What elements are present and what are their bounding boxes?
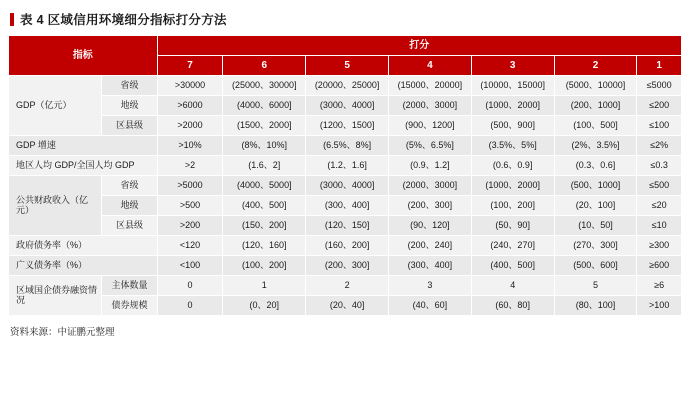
table-row (9, 236, 682, 256)
cell: (50、90] (471, 216, 554, 236)
cell: (160、200] (306, 236, 389, 256)
cell: (1000、2000] (471, 96, 554, 116)
table-row (9, 96, 682, 116)
sub-label-province: 省级 (102, 176, 157, 196)
table-row (9, 76, 682, 96)
cell: (500、1000] (554, 176, 637, 196)
cell: >2 (157, 156, 223, 176)
cell: >5000 (157, 176, 223, 196)
header-score-3: 3 (471, 56, 554, 76)
cell: (80、100] (554, 296, 637, 316)
cell: (0.6、0.9] (471, 156, 554, 176)
row-label-gdp-per-capita-ratio: 地区人均 GDP/全国人均 GDP (9, 156, 158, 176)
cell: 2 (306, 276, 389, 296)
cell: (120、160] (223, 236, 306, 256)
cell: ≥300 (637, 236, 682, 256)
cell: ≤200 (637, 96, 682, 116)
cell: (25000、30000] (223, 76, 306, 96)
table-row (9, 156, 682, 176)
cell: 1 (223, 276, 306, 296)
cell: (400、500] (471, 256, 554, 276)
table-row (9, 296, 682, 316)
cell: >6000 (157, 96, 223, 116)
cell: (20、100] (554, 196, 637, 216)
cell: (400、500] (223, 196, 306, 216)
cell: <120 (157, 236, 223, 256)
cell: (2%、3.5%] (554, 136, 637, 156)
title-text: 表 4 区域信用环境细分指标打分方法 (20, 13, 227, 27)
cell: (3.5%、5%] (471, 136, 554, 156)
title-accent-bar (10, 13, 14, 26)
cell: (3000、4000] (306, 176, 389, 196)
cell: (1.2、1.6] (306, 156, 389, 176)
cell: (20000、25000] (306, 76, 389, 96)
cell: (90、120] (389, 216, 472, 236)
cell: (1.6、2] (223, 156, 306, 176)
row-label-government-debt-ratio: 政府债务率（%） (9, 236, 158, 256)
scoring-table (8, 35, 682, 316)
sub-label-province: 省级 (102, 76, 157, 96)
cell: (300、400] (306, 196, 389, 216)
cell: (10、50] (554, 216, 637, 236)
cell: (5000、10000] (554, 76, 637, 96)
cell: >30000 (157, 76, 223, 96)
cell: >500 (157, 196, 223, 216)
table-row (9, 196, 682, 216)
cell: (40、60] (389, 296, 472, 316)
cell: 0 (157, 296, 223, 316)
row-label-soe-bond-financing: 区域国企债券融资情况 (9, 276, 102, 316)
cell: (4000、6000] (223, 96, 306, 116)
cell: (8%、10%] (223, 136, 306, 156)
cell: (200、1000] (554, 96, 637, 116)
row-label-gdp-growth: GDP 增速 (9, 136, 158, 156)
cell: 4 (471, 276, 554, 296)
cell: ≤20 (637, 196, 682, 216)
cell: (200、240] (389, 236, 472, 256)
cell: 0 (157, 276, 223, 296)
table-title (10, 10, 682, 28)
cell: ≥6 (637, 276, 682, 296)
cell: (100、200] (471, 196, 554, 216)
cell: ≤5000 (637, 76, 682, 96)
cell: (0.3、0.6] (554, 156, 637, 176)
cell: (5%、6.5%] (389, 136, 472, 156)
cell: (6.5%、8%] (306, 136, 389, 156)
cell: (15000、20000] (389, 76, 472, 96)
cell: (0.9、1.2] (389, 156, 472, 176)
table-header-row-1 (9, 36, 682, 56)
cell: (200、300] (306, 256, 389, 276)
cell: <100 (157, 256, 223, 276)
row-label-public-finance-income: 公共财政收入（亿元） (9, 176, 102, 236)
cell: (120、150] (306, 216, 389, 236)
cell: >200 (157, 216, 223, 236)
table-header (9, 36, 682, 76)
cell: 3 (389, 276, 472, 296)
cell: (2000、3000] (389, 96, 472, 116)
cell: (10000、15000] (471, 76, 554, 96)
header-score-4: 4 (389, 56, 472, 76)
table-row (9, 276, 682, 296)
table-row (9, 176, 682, 196)
cell: (100、500] (554, 116, 637, 136)
sub-label-county: 区县级 (102, 216, 157, 236)
header-score-7: 7 (157, 56, 223, 76)
cell: (240、270] (471, 236, 554, 256)
cell: (270、300] (554, 236, 637, 256)
cell: (60、80] (471, 296, 554, 316)
cell: (1200、1500] (306, 116, 389, 136)
cell: ≤10 (637, 216, 682, 236)
cell: (200、300] (389, 196, 472, 216)
table-row (9, 136, 682, 156)
table-row (9, 216, 682, 236)
header-score-1: 1 (637, 56, 682, 76)
cell: 5 (554, 276, 637, 296)
cell: (500、600] (554, 256, 637, 276)
source-note: 资料来源：中证鹏元整理 (10, 327, 115, 338)
cell: (4000、5000] (223, 176, 306, 196)
cell: >100 (637, 296, 682, 316)
row-label-broad-debt-ratio: 广义债务率（%） (9, 256, 158, 276)
cell: (1500、2000] (223, 116, 306, 136)
header-score-2: 2 (554, 56, 637, 76)
header-score-6: 6 (223, 56, 306, 76)
sub-label-bond-scale: 债券规模 (102, 296, 157, 316)
sub-label-prefecture: 地级 (102, 196, 157, 216)
cell: ≤0.3 (637, 156, 682, 176)
cell: ≥600 (637, 256, 682, 276)
cell: ≤2% (637, 136, 682, 156)
cell: >2000 (157, 116, 223, 136)
cell: >10% (157, 136, 223, 156)
table-row (9, 116, 682, 136)
cell: (900、1200] (389, 116, 472, 136)
table-body (9, 76, 682, 316)
cell: (3000、4000] (306, 96, 389, 116)
cell: (1000、2000] (471, 176, 554, 196)
header-score: 打分 (157, 36, 681, 56)
row-label-gdp: GDP（亿元） (9, 76, 102, 136)
cell: (500、900] (471, 116, 554, 136)
sub-label-county: 区县级 (102, 116, 157, 136)
cell: (2000、3000] (389, 176, 472, 196)
sub-label-prefecture: 地级 (102, 96, 157, 116)
cell: (0、20] (223, 296, 306, 316)
header-score-5: 5 (306, 56, 389, 76)
cell: (20、40] (306, 296, 389, 316)
cell: (300、400] (389, 256, 472, 276)
cell: (150、200] (223, 216, 306, 236)
header-index: 指标 (9, 36, 158, 76)
cell: ≤100 (637, 116, 682, 136)
cell: ≤500 (637, 176, 682, 196)
table-row (9, 256, 682, 276)
sub-label-issuer-count: 主体数量 (102, 276, 157, 296)
cell: (100、200] (223, 256, 306, 276)
